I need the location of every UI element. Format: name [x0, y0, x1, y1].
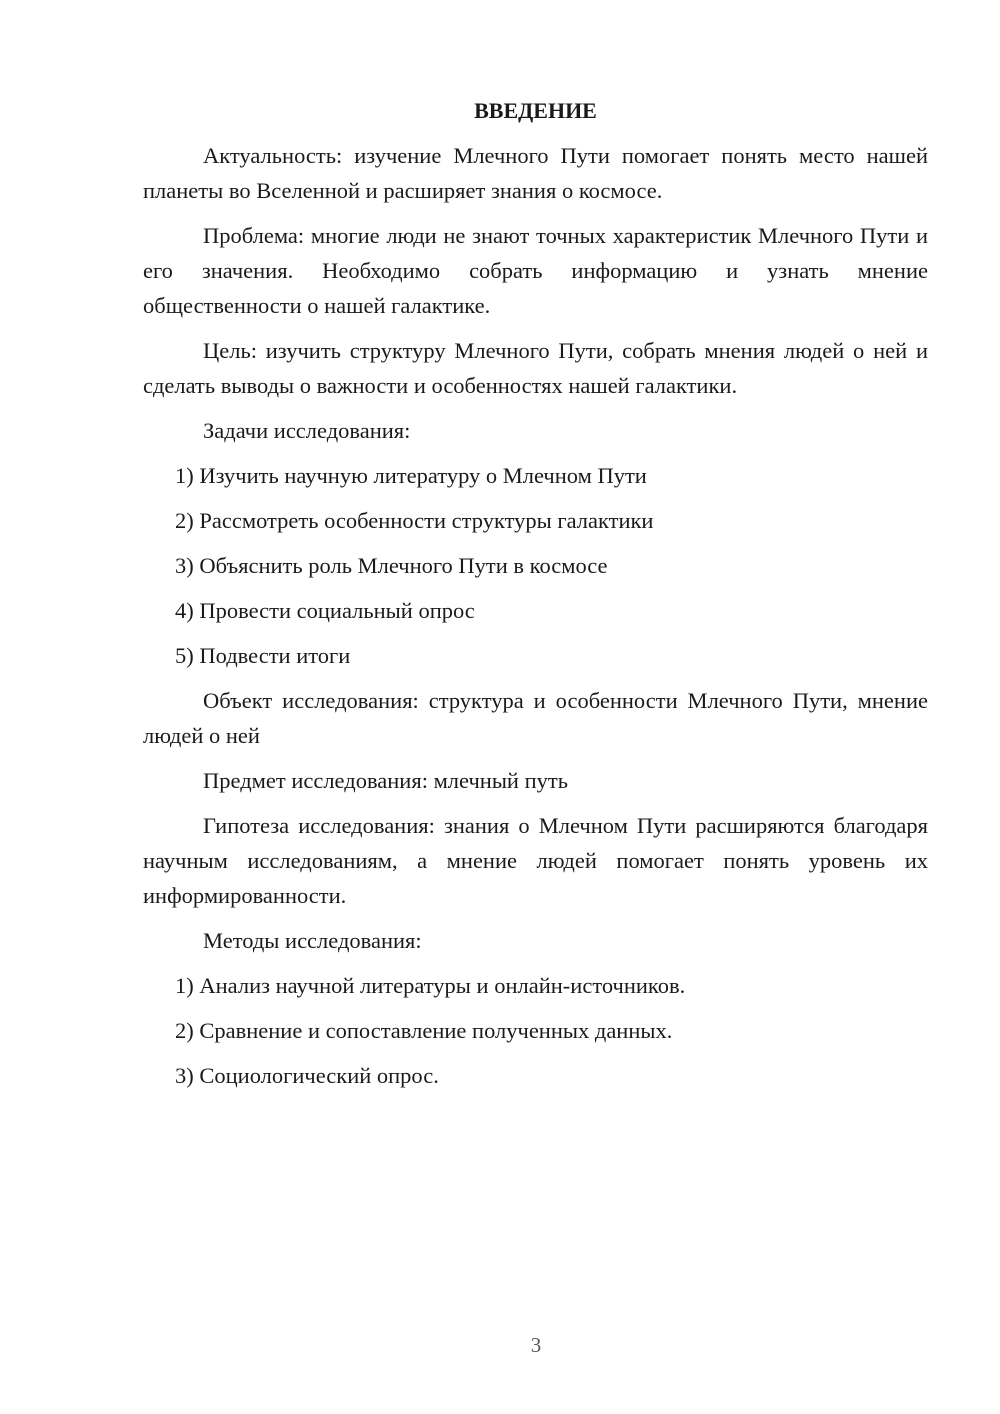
- page-title: ВВЕДЕНИЕ: [474, 98, 597, 123]
- list-item: 3) Социологический опрос.: [175, 1063, 439, 1088]
- list-item: 4) Провести социальный опрос: [175, 598, 475, 623]
- page-content: [143, 93, 928, 1103]
- hypothesis-paragraph: Гипотеза исследования: знания о Млечном Пути расширяются благодаря научным исследованиям, а мнение людей помогает понять уровень их информированности.: [143, 813, 928, 908]
- object-paragraph: Объект исследования: структура и особенности Млечного Пути, мнение людей о ней: [143, 688, 928, 748]
- list-item: 5) Подвести итоги: [175, 643, 351, 668]
- list-item: 2) Сравнение и сопоставление полученных данных.: [175, 1018, 673, 1043]
- problem-paragraph: Проблема: многие люди не знают точных характеристик Млечного Пути и его значения. Необходимо собрать информацию и узнать мнение общественности о нашей галактике.: [143, 223, 928, 318]
- goal-paragraph: Цель: изучить структуру Млечного Пути, собрать мнения людей о ней и сделать выводы о важности и особенностях нашей галактики.: [143, 338, 928, 398]
- list-item: 3) Объяснить роль Млечного Пути в космосе: [175, 553, 608, 578]
- page-number: 3: [530, 1333, 542, 1357]
- relevance-paragraph: Актуальность: изучение Млечного Пути помогает понять место нашей планеты во Вселенной и расширяет знания о космосе.: [143, 143, 928, 203]
- methods-list: [143, 968, 928, 1093]
- list-item: 2) Рассмотреть особенности структуры галактики: [175, 508, 654, 533]
- list-item: 1) Анализ научной литературы и онлайн-источников.: [175, 973, 686, 998]
- tasks-list: [143, 458, 928, 673]
- list-item: 1) Изучить научную литературу о Млечном Пути: [175, 463, 647, 488]
- subject-paragraph: Предмет исследования: млечный путь: [203, 768, 568, 793]
- methods-heading: Методы исследования:: [203, 928, 422, 953]
- tasks-heading: Задачи исследования:: [203, 418, 411, 443]
